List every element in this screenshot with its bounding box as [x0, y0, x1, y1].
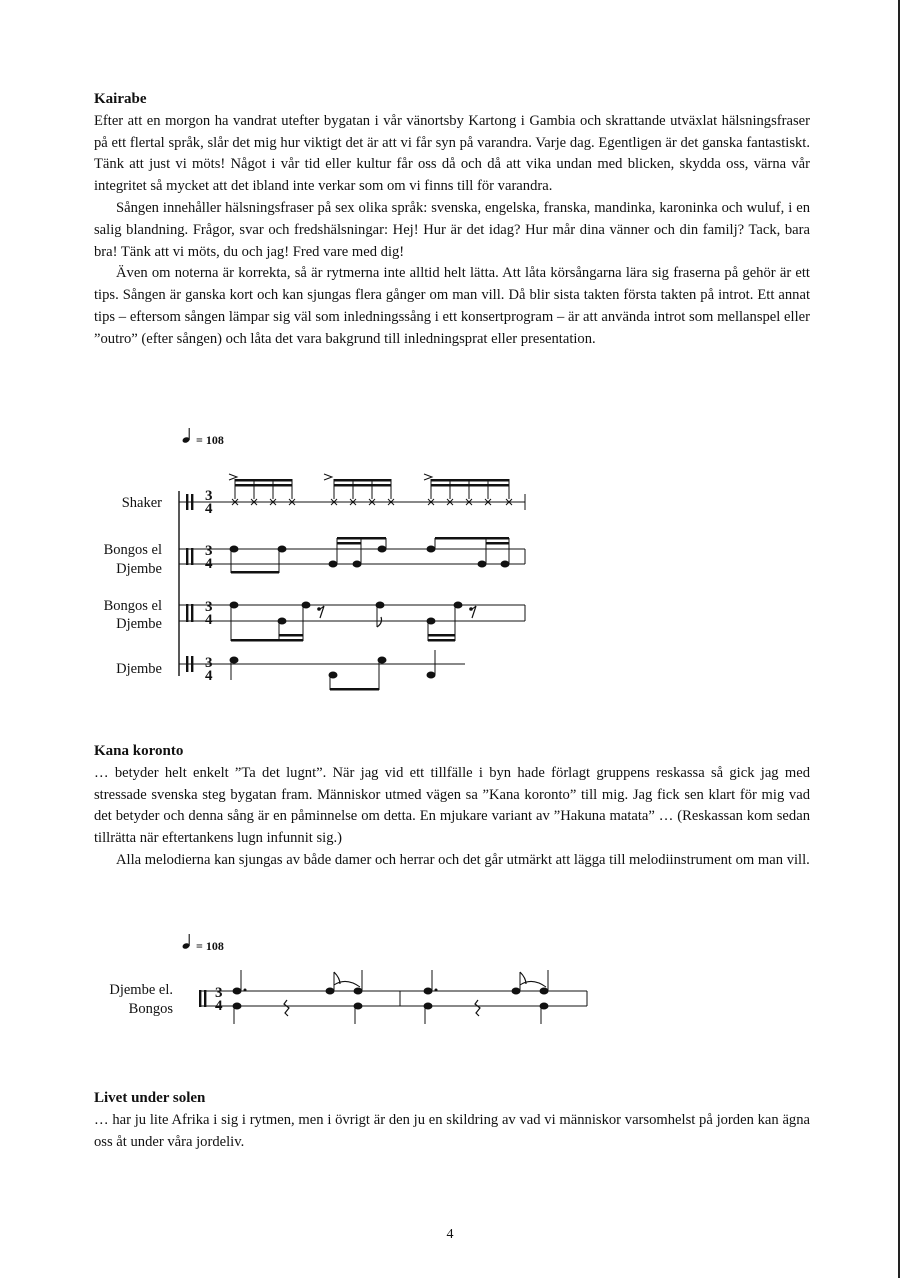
- paragraph: Även om noterna är korrekta, så är rytmerna inte alltid helt lätta. Att låta körsångarna lära sig fraserna på gehör är ett tips. Sången är ganska kort och kan sjungas flera gånger om man vill. Då blir sista takten första takten på introt. Ett annat tips – eftersom sången lämpar sig väl som inledningssång i ett konsertprogram – är att använda introt som mellanspel eller ”outro” (efter sången) och låta det vara bakgrund till inledningsprat eller presentation.: [94, 265, 810, 347]
- instrument-label: Djembe: [116, 616, 162, 632]
- paragraph: Alla melodierna kan sjungas av både damer och herrar och det går utmärkt att lägga till melodiinstrument om man vill.: [116, 851, 810, 868]
- djembe-bongos-notes: [233, 970, 548, 1024]
- svg-text:4: 4: [205, 501, 213, 517]
- svg-text:4: 4: [205, 668, 213, 684]
- paragraph: Sången innehåller hälsningsfraser på sex olika språk: svenska, engelska, franska, mandinka, karoninka och wuluf, i en salig blandning. Frågor, svar och fredshälsningar: Hej! Hur är det idag? Hur mår dina vänner och din familj? Tack, bara bra! Tänk att vi möts, du och jag! Fred vare med dig!: [94, 199, 810, 260]
- tempo-text: = 108: [196, 939, 224, 953]
- svg-text:4: 4: [205, 612, 213, 628]
- section-title: Kairabe: [94, 91, 147, 107]
- instrument-label: Bongos: [128, 1001, 173, 1017]
- section-title: Kana koronto: [94, 743, 184, 759]
- svg-text:3: 3: [205, 599, 213, 615]
- paragraph: Efter att en morgon ha vandrat utefter bygatan i vår vänortsby Kartong i Gambia och skrattande utväxlat hälsningsfraser på ett flertal språk, slår det mig hur viktigt det är att vi får syn på varandra. Varje dag. Egentligen är det ganska fantastiskt. Tänk att just vi möts! Något i vår tid eller kultur får oss då och då att vika undan med blicken, skydda oss, värna vår integritet så mycket att det ibland inte verkar som om vi finns till för varandra.: [94, 112, 810, 195]
- svg-text:3: 3: [205, 655, 213, 671]
- tempo-text: = 108: [196, 433, 224, 447]
- svg-text:3: 3: [205, 488, 213, 504]
- instrument-label: Shaker: [121, 495, 162, 511]
- svg-text:3: 3: [215, 985, 223, 1001]
- paragraph: … betyder helt enkelt ”Ta det lugnt”. När jag vid ett tillfälle i byn hade förlagt gruppens reskassa så gick jag med stressade svenska steg bygatan fram. Människor utmed vägen sa ”Kana koronto” till mig. Jag fick sen klart för mig vad det betyder och denna sång är en påminnelse om detta. En mjukare variant av ”Hakuna matata” … (Reskassan kom sedan tillrätta när eftertankens lugn infunnit sig.): [94, 764, 810, 847]
- section-livet-under-solen: [94, 1088, 810, 1153]
- instrument-label: Djembe el.: [109, 982, 173, 998]
- paragraph: … har ju lite Afrika i sig i rytmen, men i övrigt är den ju en skildring av vad vi människor varsomhelst på jorden kan ägna oss åt under våra jordeliv.: [94, 1111, 810, 1150]
- instrument-label: Bongos el: [103, 598, 162, 614]
- instrument-label: Bongos el: [103, 542, 162, 558]
- svg-text:3: 3: [205, 543, 213, 559]
- page-number: 4: [446, 1227, 454, 1242]
- tempo-marking: [182, 934, 224, 953]
- svg-text:4: 4: [205, 556, 213, 572]
- svg-text:4: 4: [215, 998, 223, 1014]
- instrument-label: Djembe: [116, 661, 162, 677]
- section-title: Livet under solen: [94, 1090, 206, 1106]
- instrument-label: Djembe: [116, 561, 162, 577]
